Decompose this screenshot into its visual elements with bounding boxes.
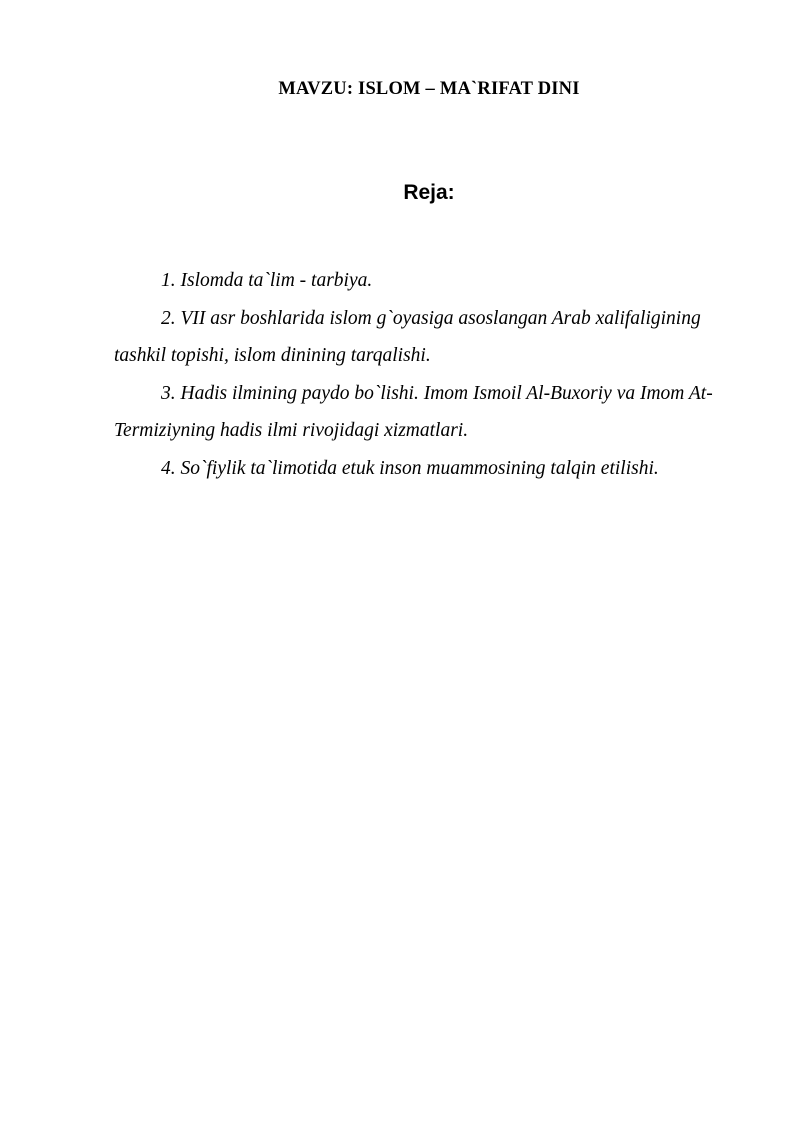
plan-item: 4. So`fiylik ta`limotida etuk inson muammosining talqin etilishi. (161, 457, 659, 479)
plan-item: 3. Hadis ilmining paydo bo`lishi. Imom Ismoil Al-Buxoriy va Imom At-Termiziyning hadis ilmi rivojidagi xizmatlari. (114, 382, 713, 441)
plan-item: 1. Islomda ta`lim - tarbiya. (161, 270, 373, 291)
plan-heading: Reja: (403, 181, 455, 204)
plan-list (114, 262, 742, 487)
plan-item: 2. VII asr boshlarida islom g`oyasiga asoslangan Arab xalifaligining tashkil topishi, islom dinining tarqalishi. (114, 307, 701, 366)
document-title: MAVZU: ISLOM – MA`RIFAT DINI (278, 79, 580, 99)
